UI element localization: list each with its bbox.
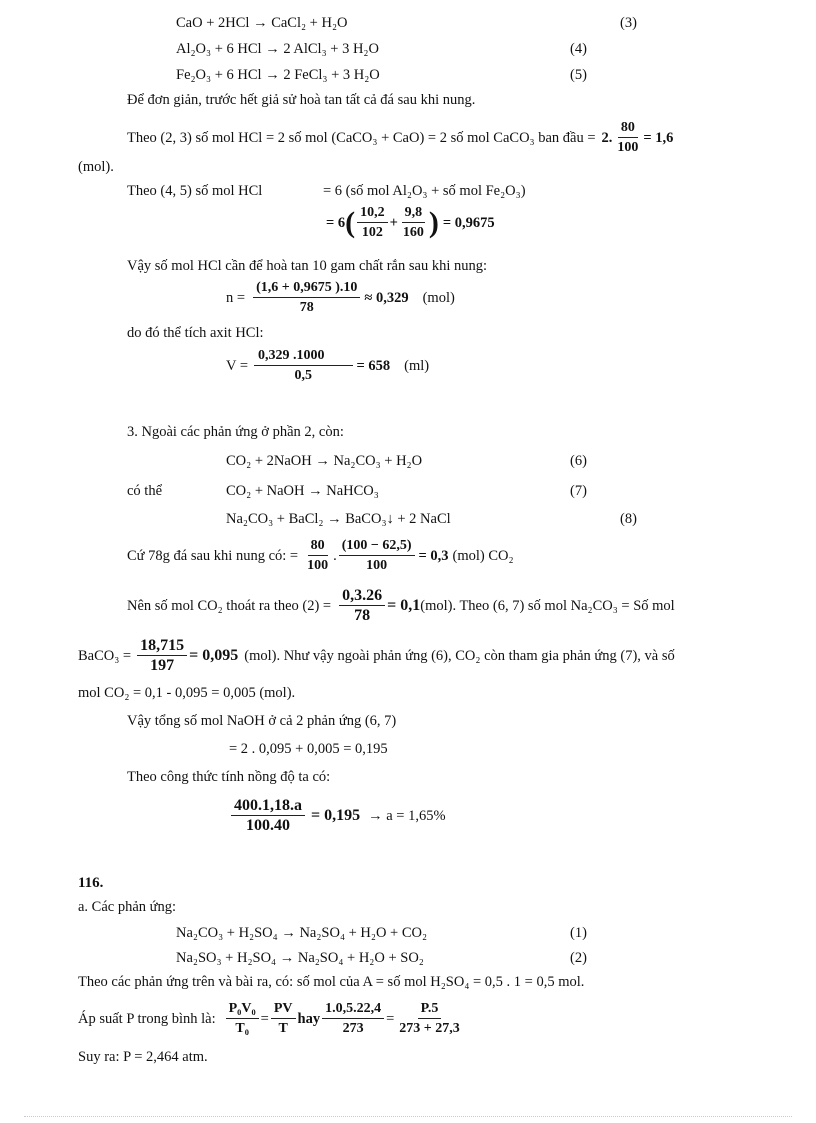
equation-8: Na₂CO₃ + BaCl₂ → BaCO₃↓ + 2 NaCl	[226, 511, 451, 527]
paragraph-theo-4-5: Theo (4, 5) số mol HCl	[127, 183, 263, 199]
paragraph-nen	[127, 587, 675, 624]
paragraph-cu-78g	[127, 537, 514, 574]
equation-n	[226, 279, 455, 316]
fraction	[339, 587, 385, 624]
denominator: 78	[299, 300, 314, 315]
denominator: 100	[617, 140, 639, 155]
paragraph-mol: (mol).	[78, 159, 114, 175]
fraction	[322, 1000, 384, 1037]
result: = 0,3	[418, 547, 449, 564]
dot: .	[333, 547, 337, 564]
equation-lhs: CaO + 2HCl	[176, 15, 250, 31]
denominator: 78	[354, 607, 371, 624]
numerator: 18,715	[137, 637, 187, 656]
equals: =	[386, 1010, 395, 1027]
fraction	[396, 1000, 462, 1037]
numerator: P.5	[418, 1000, 442, 1019]
denominator: 0,5	[294, 368, 313, 383]
fraction	[304, 537, 331, 574]
paragraph-pressure	[78, 1000, 465, 1037]
result: = 0,195	[311, 806, 361, 824]
numerator: 1.0,5.22,4	[322, 1000, 384, 1019]
numerator: 80	[308, 537, 328, 556]
result: = 658	[356, 357, 391, 374]
numerator: 400.1,18.a	[231, 797, 305, 816]
equation-6: CO₂ + 2NaOH → Na₂CO₃ + H₂O	[226, 453, 423, 469]
equation-label: (5)	[570, 67, 587, 83]
equation-2: Na₂SO₃ + H₂SO₄ → Na₂SO₄ + H₂O + SO₂	[176, 950, 424, 966]
prefix: = 6	[326, 214, 346, 231]
fraction	[400, 204, 427, 241]
paragraph-total: Vậy tổng số mol NaOH ở cả 2 phản ứng (6, 7)	[127, 713, 397, 729]
equation-3: CaO + 2HCl → CaCl₂ + H₂O	[176, 15, 348, 31]
lhs: BaCO₃ =	[78, 647, 132, 664]
paragraph-mol-co2: mol CO₂ = 0,1 - 0,095 = 0,005 (mol).	[78, 685, 296, 701]
equation-label: (4)	[570, 41, 587, 57]
numerator: 10,2	[357, 204, 388, 223]
numerator: P₀V₀	[226, 1000, 259, 1019]
equation-lhs: Fe₂O₃ + 6 HCl	[176, 67, 262, 83]
fraction	[339, 537, 415, 574]
tail: (mol). Như vậy ngoài phản ứng (6), CO₂ còn tham gia phản ứng (7), và số	[244, 647, 675, 664]
result: = 0,095	[189, 646, 239, 664]
coefficient: 2.	[601, 129, 613, 146]
equation-lhs: Al₂O₃ + 6 HCl	[176, 41, 262, 57]
equation-1: Na₂CO₃ + H₂SO₄ → Na₂SO₄ + H₂O + CO₂	[176, 925, 428, 941]
fraction	[614, 119, 641, 156]
equation-4: Al₂O₃ + 6 HCl → 2 AlCl₃ + 3 H₂O	[176, 41, 379, 57]
paragraph-theo-2-3	[127, 119, 673, 156]
tail: (mol) CO₂	[452, 547, 514, 564]
fraction	[271, 1000, 296, 1037]
denominator: T₀	[235, 1021, 249, 1036]
fraction	[137, 637, 187, 674]
numerator: (100 − 62,5)	[339, 537, 415, 556]
denominator: 160	[402, 225, 424, 240]
equation-label: (6)	[570, 453, 587, 469]
numerator: 0,329 .1000	[254, 347, 353, 366]
equation-rhs: 2 FeCl₃ + 3 H₂O	[283, 67, 380, 83]
paren-open: (	[345, 205, 356, 239]
equation-label: (8)	[620, 511, 637, 527]
paragraph-formula: Theo công thức tính nồng độ ta có:	[127, 769, 331, 785]
text: Nên số mol CO₂ thoát ra theo (2) =	[127, 597, 332, 614]
part3-intro: 3. Ngoài các phản ứng ở phần 2, còn:	[127, 424, 344, 440]
result: = 0,1	[387, 596, 421, 614]
equation-line	[326, 204, 495, 241]
fraction	[226, 1000, 259, 1037]
result: = 0,9675	[442, 214, 495, 231]
denominator: 100.40	[246, 817, 290, 834]
paragraph-simplify: Để đơn giản, trước hết giả sử hoà tan tất cả đá sau khi nung.	[127, 92, 476, 108]
lhs: n =	[226, 289, 246, 306]
numerator: PV	[271, 1000, 296, 1019]
page-bottom-divider	[24, 1116, 792, 1117]
unit: (ml)	[404, 357, 430, 374]
equation-label: (7)	[570, 483, 587, 499]
result: = 1,6	[643, 129, 674, 146]
lhs: V =	[226, 357, 249, 374]
paragraph-needed: Vậy số mol HCl cần để hoà tan 10 gam chất rắn sau khi nung:	[127, 258, 488, 274]
plus: +	[389, 214, 398, 231]
numerator: 0,3.26	[339, 587, 385, 606]
numerator: 9,8	[402, 204, 426, 223]
equation-label: (3)	[620, 15, 637, 31]
equation-5: Fe₂O₃ + 6 HCl → 2 FeCl₃ + 3 H₂O	[176, 67, 380, 83]
denominator: T	[278, 1021, 288, 1036]
fraction	[231, 797, 305, 834]
equation-line: = 6 (số mol Al₂O₃ + số mol Fe₂O₃)	[323, 183, 526, 199]
paragraph-baco3	[78, 637, 675, 674]
result: ≈ 0,329	[364, 289, 409, 306]
equation-7: CO₂ + NaOH → NaHCO₃	[226, 483, 379, 499]
fraction	[357, 204, 388, 241]
numerator: 80	[618, 119, 638, 138]
fraction	[253, 279, 360, 316]
equation-label: (2)	[570, 950, 587, 966]
paragraph-volume: do đó thể tích axit HCl:	[127, 325, 264, 341]
denominator: 102	[361, 225, 383, 240]
paragraph-theo-cac: Theo các phản ứng trên và bài ra, có: số mol của A = số mol H₂SO₄ = 0,5 . 1 = 0,5 mol.	[78, 974, 585, 990]
problem-number: 116.	[78, 875, 104, 891]
equation-rhs: 2 AlCl₃ + 3 H₂O	[283, 41, 379, 57]
part-a-heading: a. Các phản ứng:	[78, 899, 177, 915]
paren-close: )	[428, 205, 439, 239]
prefix-co-the: có thể	[127, 483, 163, 499]
tail: (mol). Theo (6, 7) số mol Na₂CO₃ = Số mol	[420, 597, 675, 614]
equation-total: = 2 . 0,095 + 0,005 = 0,195	[229, 741, 388, 757]
equation-rhs: CaCl₂ + H₂O	[271, 15, 348, 31]
fraction	[254, 347, 353, 384]
denominator: 100	[307, 558, 329, 573]
equals: =	[260, 1010, 269, 1027]
numerator: (1,6 + 0,9675 ).10	[253, 279, 360, 298]
denominator: 100	[366, 558, 388, 573]
text: Cứ 78g đá sau khi nung có: =	[127, 547, 299, 564]
equation-v	[226, 347, 429, 384]
equation-concentration	[229, 797, 446, 834]
denominator: 197	[150, 657, 175, 674]
tail: → a = 1,65%	[368, 807, 446, 824]
unit: (mol)	[422, 289, 455, 306]
paragraph-result: Suy ra: P = 2,464 atm.	[78, 1049, 208, 1065]
denominator: 273 + 27,3	[399, 1021, 460, 1036]
text: Theo (2, 3) số mol HCl = 2 số mol (CaCO₃ + CaO) = 2 số mol CaCO₃ ban đầu =	[127, 129, 596, 146]
equation-label: (1)	[570, 925, 587, 941]
denominator: 273	[342, 1021, 364, 1036]
hay: hay	[297, 1010, 321, 1027]
text: Áp suất P trong bình là:	[78, 1010, 216, 1027]
